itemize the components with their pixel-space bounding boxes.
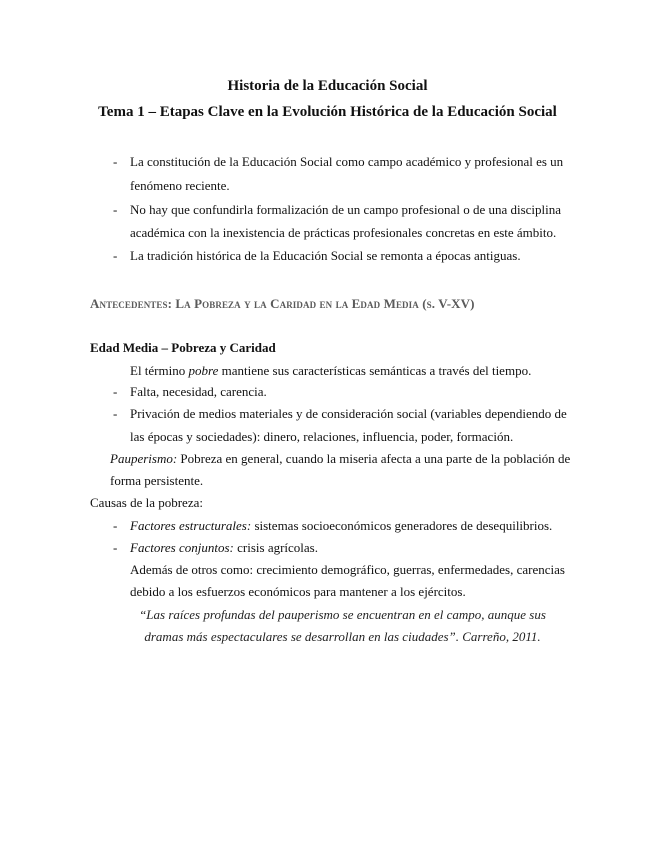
text: El término	[130, 363, 189, 378]
doc-subtitle: Tema 1 – Etapas Clave en la Evolución Histórica de la Educación Social	[98, 104, 557, 120]
text: crisis agrícolas.	[233, 540, 318, 555]
bullet-dash: -	[113, 154, 118, 169]
bullet-line: las épocas y sociedades): dinero, relaciones, influencia, poder, formación.	[130, 429, 514, 444]
bullet-line: Falta, necesidad, carencia.	[130, 384, 267, 399]
bullet-dash: -	[113, 540, 118, 555]
bullet-dash: -	[113, 384, 118, 399]
sub-heading: Edad Media – Pobreza y Caridad	[90, 340, 276, 355]
quote-line: “Las raíces profundas del pauperismo se encuentran en el campo, aunque sus	[139, 607, 546, 622]
text: mantiene sus características semánticas a través del tiempo.	[218, 363, 532, 378]
intro-line: La tradición histórica de la Educación Social se remonta a épocas antiguas.	[130, 248, 521, 263]
intro-line: No hay que confundirla formalización de un campo profesional o de una disciplina	[130, 202, 562, 217]
doc-title: Historia de la Educación Social	[227, 78, 428, 94]
section-heading: Antecedentes: La Pobreza y la Caridad en la Edad Media (s. V-XV)	[90, 296, 475, 311]
term: Pauperismo:	[110, 451, 178, 466]
bullet-dash: -	[113, 406, 118, 421]
ademas-line: Además de otros como: crecimiento demográfico, guerras, enfermedades, carencias	[130, 562, 565, 577]
quote-line: dramas más espectaculares se desarrollan en las ciudades”. Carreño, 2011.	[144, 629, 541, 644]
bullet-dash: -	[113, 248, 118, 263]
term: Factores estructurales:	[130, 518, 252, 533]
causas-label: Causas de la pobreza:	[90, 495, 203, 510]
term: Factores conjuntos:	[130, 540, 234, 555]
intro-line: académica con la inexistencia de prácticas profesionales concretas en este ámbito.	[130, 225, 557, 240]
factor-line	[130, 518, 552, 534]
bullet-line: Privación de medios materiales y de consideración social (variables dependiendo de	[130, 406, 567, 421]
ademas-line: debido a los esfuerzos económicos para mantener a los ejércitos.	[130, 584, 466, 599]
intro-line: La constitución de la Educación Social como campo académico y profesional es un	[130, 154, 564, 169]
text: sistemas socioeconómicos generadores de desequilibrios.	[251, 518, 553, 533]
factor-line	[130, 540, 318, 556]
termino-line	[130, 363, 531, 379]
bullet-dash: -	[113, 202, 118, 217]
pauperismo-line2: forma persistente.	[110, 473, 204, 488]
intro-line: fenómeno reciente.	[130, 178, 230, 193]
term: pobre	[188, 363, 219, 378]
pauperismo-line	[110, 451, 570, 467]
bullet-dash: -	[113, 518, 118, 533]
text: Pobreza en general, cuando la miseria afecta a una parte de la población de	[177, 451, 571, 466]
